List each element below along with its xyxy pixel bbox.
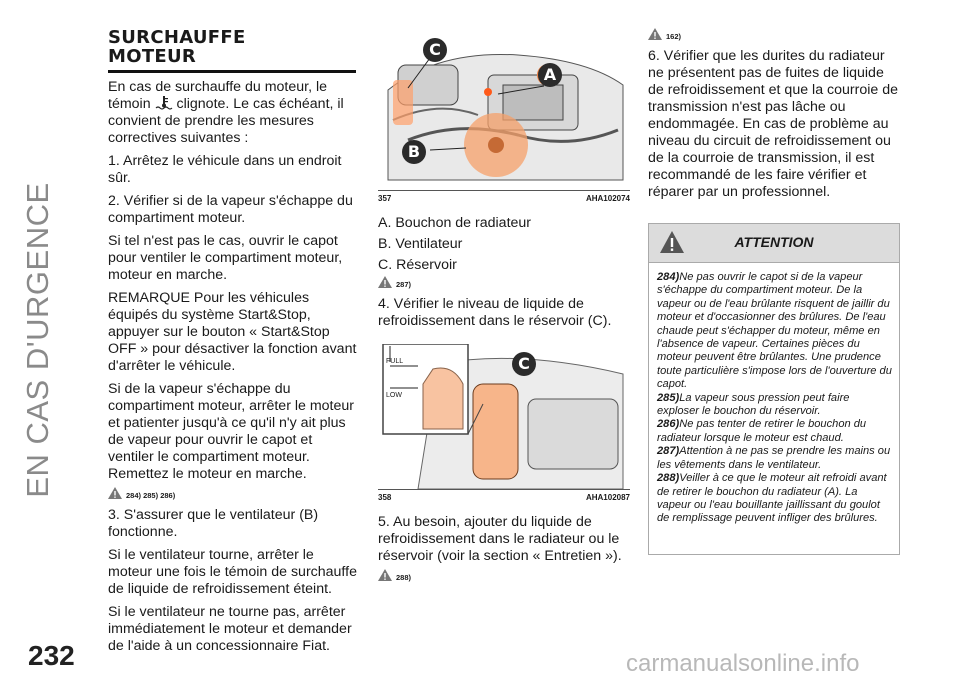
caution-triangle-icon [648, 28, 662, 40]
coolant-reservoir-illustration [378, 344, 630, 489]
warning-286-num: 286) [657, 418, 680, 431]
chapter-side-label [8, 40, 68, 640]
warning-ref-number: 288) [396, 573, 412, 582]
label-full: FULL [386, 358, 404, 365]
column-middle [378, 30, 630, 589]
callout-c-label: C [429, 40, 441, 59]
step-3-fan-stopped: Si le ventilateur ne tourne pas, arrêter immédiatement le moteur et demander de l'aide à un concessionnaire Fiat. [108, 604, 352, 654]
callout-b-label: B [407, 142, 421, 161]
intro-text-a: En cas de surchauffe du moteur, le témoin [108, 79, 327, 112]
caution-ref-number: 162) [666, 32, 682, 41]
callout-a-label: A [543, 65, 557, 84]
remark-paragraph: REMARQUE Pour les véhicules équipés du système Start&Stop, appuyer sur le bouton « Start&Stop OFF » pour désactiver la fonction avant d'arrêter le véhicule. [108, 290, 357, 374]
warning-287-text: Attention à ne pas se prendre les mains ou les vêtements dans le ventilateur. [657, 445, 891, 471]
column-right [648, 30, 900, 555]
callout-c-reservoir [512, 352, 536, 376]
warning-284-text: Ne pas ouvrir le capot si de la vapeur s'échappe du compartiment moteur. De la vapeur ou de l'eau brûlante risquent de jaillir du moteur et d'occasionner des brûlures. De l'eau chaude peut s'échapper du moteur, même en l'absence de vapeur. Certaines pièces du moteur peuvent être brûlantes. Une prudence toute particulière s'impose lors de l'ouverture du capot. [657, 271, 892, 391]
attention-body [648, 263, 900, 555]
steam-paragraph: Si de la vapeur s'échappe du compartiment moteur, arrêter le moteur et patienter jusqu'à ce qu'il n'y ait plus de vapeur pour ouvrir le capot et ventiler le compartiment moteur. Remettez le moteur en marche. [108, 381, 355, 482]
step-6: 6. Vérifier que les durites du radiateur ne présentent pas de fuites de liquide de refroidissement et que la courroie de transmission n'est pas lâche ou endommagée. En cas de problème au niveau du circuit de refroidissement ou de la courroie de transmission, il est recommandé de les faire vérifier et réparer par un professionnel. [648, 48, 898, 200]
callout-a [538, 63, 562, 87]
figure-code: AHA102087 [585, 493, 630, 502]
step-2: 2. Vérifier si de la vapeur s'échappe du compartiment moteur. [108, 193, 353, 226]
engine-figure-357 [378, 30, 630, 191]
callout-c [423, 38, 447, 62]
column-left [108, 28, 358, 661]
warning-284 [657, 271, 894, 392]
step-4: 4. Vérifier le niveau de liquide de refroidissement dans le réservoir (C). [378, 296, 612, 329]
warning-285-num: 285) [657, 391, 680, 404]
figure-number: 357 [378, 194, 392, 203]
section-title-line1: SURCHAUFFE [108, 27, 246, 48]
intro-paragraph [108, 79, 358, 147]
reservoir-figure-358 [378, 344, 630, 490]
warning-triangle-icon [378, 569, 392, 581]
warning-286-text: Ne pas tenter de retirer le bouchon du radiateur lorsque le moteur est chaud. [657, 418, 867, 444]
chapter-title: EN CAS D'URGENCE [20, 182, 55, 498]
step-3: 3. S'assurer que le ventilateur (B) fonctionne. [108, 507, 319, 540]
warning-285 [657, 392, 894, 419]
attention-header [648, 223, 900, 263]
warning-284-num: 284) [657, 271, 680, 283]
warning-285-text: La vapeur sous pression peut faire exploser le bouchon du réservoir. [657, 391, 850, 418]
step-3-fan-running: Si le ventilateur tourne, arrêter le moteur une fois le témoin de surchauffe de liquide de refroidissement éteint. [108, 547, 357, 597]
step-1: 1. Arrêtez le véhicule dans un endroit sûr. [108, 153, 342, 186]
legend-b: B. Ventilateur [378, 236, 463, 252]
figure-358-caption [378, 493, 630, 502]
attention-title: ATTENTION [734, 234, 814, 250]
warning-refs-287 [378, 276, 630, 289]
figure-number: 358 [378, 493, 392, 502]
step-2-detail: Si tel n'est pas le cas, ouvrir le capot pour ventiler le compartiment moteur, moteur en marche. [108, 233, 343, 283]
step-5: 5. Au besoin, ajouter du liquide de refroidissement dans le radiateur ou le réservoir (voir la section « Entretien »). [378, 514, 622, 564]
warning-286 [657, 418, 894, 445]
page-number: 232 [28, 640, 75, 671]
watermark: carmanualsonline.info [626, 650, 860, 677]
warning-288 [657, 472, 894, 526]
warning-287-num: 287) [657, 445, 680, 458]
warning-refs-288 [378, 569, 630, 582]
section-title-line2: MOTEUR [108, 46, 197, 67]
warning-triangle-icon [378, 276, 392, 288]
figure-357-caption [378, 194, 630, 203]
title-underline [108, 70, 356, 73]
callout-c-reservoir-label: C [518, 354, 530, 373]
warning-triangle-icon [108, 487, 122, 499]
label-low: LOW [386, 392, 402, 399]
engine-bay-illustration [378, 30, 630, 190]
warning-ref-number: 287) [396, 280, 412, 289]
figure-code: AHA102074 [585, 194, 630, 203]
warning-288-text: Veiller à ce que le moteur ait refroidi avant de retirer le bouchon du radiateur (A). La vapeur ou l'eau bouillante jaillissant du goulot de remplissage peuvent infliger des brûlures. [657, 472, 887, 525]
caution-refs-162 [648, 28, 900, 41]
coolant-temperature-icon [155, 96, 173, 110]
warning-ref-numbers: 284) 285) 286) [126, 491, 176, 500]
warning-refs [108, 487, 358, 500]
warning-287 [657, 445, 894, 472]
intro-text-b: clignote. Le cas échéant, il convient de prendre les mesures correctives suivantes : [108, 96, 344, 146]
callout-b [402, 140, 426, 164]
warning-288-num: 288) [657, 472, 680, 485]
legend-a: A. Bouchon de radiateur [378, 215, 532, 231]
legend-c: C. Réservoir [378, 257, 457, 273]
section-title [108, 28, 358, 66]
